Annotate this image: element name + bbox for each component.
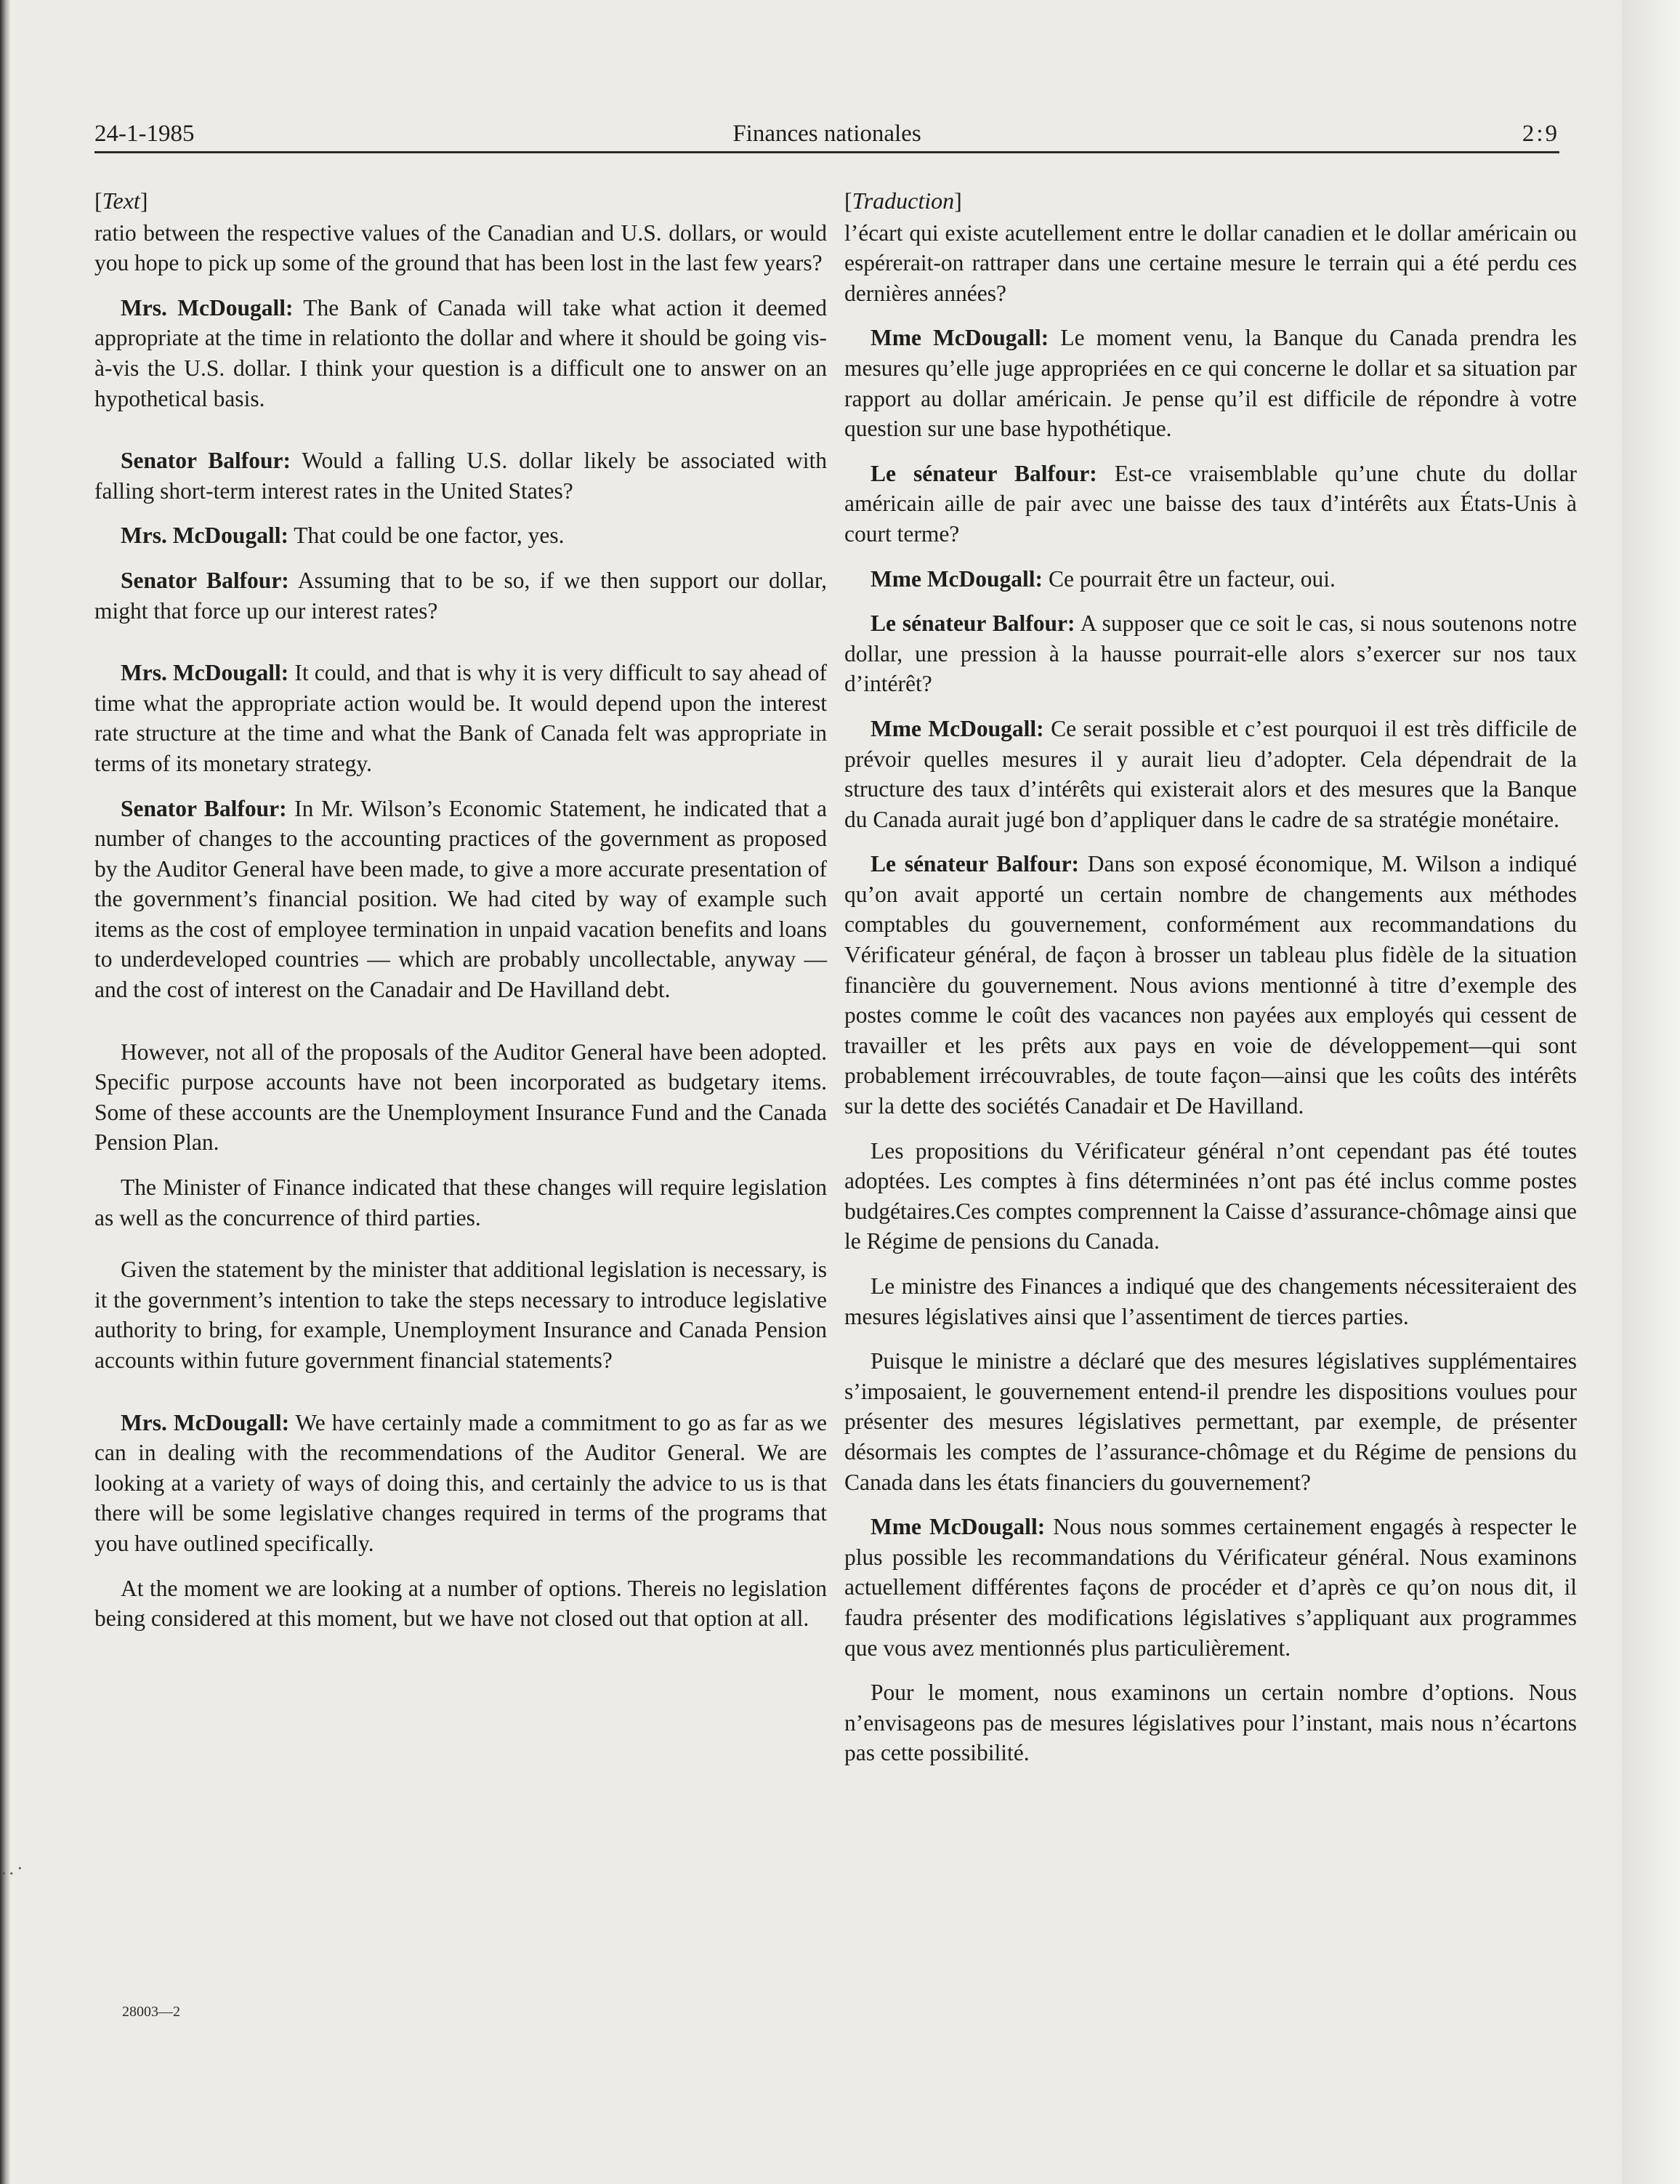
paragraph-text: We have certainly made a commitment to go as far as we can in dealing with the recommendations of the Auditor General. We are looking at a variety of ways of doing this, and certainly the advice to us is that there will be some legislative changes required in terms of the programs that you have outlined specifically. — [94, 1409, 827, 1556]
paragraph — [94, 293, 827, 414]
paragraph — [844, 714, 1577, 834]
paragraph-text: The Bank of Canada will take what action it deemed appropriate at the time in relationto the dollar and where it should be going vis-à-vis the U.S. dollar. I think your question is a difficult one to answer on an hypothetical basis. — [94, 294, 827, 411]
header-title: Finances nationales — [732, 121, 921, 147]
paragraph-text: Le ministre des Finances a indiqué que des changements nécessiteraient des mesures législatives ainsi que l’assentiment de tierces parties. — [844, 1273, 1577, 1329]
paragraph — [844, 849, 1577, 1121]
speaker-name: Mme McDougall: — [871, 715, 1044, 741]
paragraph — [94, 218, 827, 278]
speaker-name: Senator Balfour: — [121, 448, 291, 474]
paragraph — [94, 1037, 827, 1158]
paragraph — [94, 565, 827, 626]
paragraph — [94, 1573, 827, 1634]
speaker-name: Mme McDougall: — [871, 565, 1043, 592]
paragraph — [844, 564, 1577, 595]
scan-binding-shadow — [0, 0, 10, 2184]
paragraph — [844, 323, 1577, 443]
paragraph — [94, 1408, 827, 1559]
margin-stray-mark: ..· — [1, 1858, 26, 1879]
paragraph — [94, 658, 827, 778]
paragraph — [844, 1136, 1577, 1257]
paragraph-text: Dans son exposé économique, M. Wilson a indiqué qu’on avait apporté un certain nombre de changements aux méthodes comptables du gouvernement, conformément aux recommandations du Vérificateur général, de façon à brosser un tableau plus fidèle de la situation financière du gouvernement. Nous avions mentionné à titre d’exemple des postes comme le coût des vacances non payées aux employés qui cessent de travailler et les prêts aux pays en voie de développement—qui sont probablement irrécouvrables, de toute façon—ainsi que les coûts des intérêts sur la dette des sociétés Canadair et De Havilland. — [844, 851, 1577, 1119]
paragraph-text: Puisque le ministre a déclaré que des mesures législatives supplémentaires s’imposaient, le gouvernement entend-il prendre les dispositions voulues pour présenter des mesures législatives permettant, par exemple, de présenter désormais les comptes de l’assurance-chômage et du Régime de pensions du Canada dans les états financiers du gouvernement? — [844, 1348, 1577, 1495]
paragraph-text: Assuming that to be so, if we then support our dollar, might that force up our interest rates? — [94, 567, 827, 624]
paragraph-text: It could, and that is why it is very difficult to say ahead of time what the appropriate action would be. It would depend upon the interest rate structure at the time and what the Bank of Canada felt was appropriate in terms of its monetary strategy. — [94, 660, 827, 776]
paragraph-text: Les propositions du Vérificateur général n’ont cependant pas été toutes adoptées. Les comptes à fins déterminées n’ont pas été inclus comme postes budgétaires.Ces comptes comprennent la Caisse d’assurance-chômage ainsi que le Régime de pensions du Canada. — [844, 1137, 1577, 1254]
speaker-name: Le sénateur Balfour: — [871, 611, 1075, 637]
footer-reference: 28003—2 — [122, 2004, 180, 2020]
speaker-name: Mrs. McDougall: — [121, 660, 289, 686]
paragraph — [94, 1254, 827, 1375]
paragraph-text: The Minister of Finance indicated that these changes will require legislation as well as the concurrence of third parties. — [94, 1174, 827, 1230]
paragraph — [844, 1512, 1577, 1663]
paragraph — [94, 520, 827, 551]
speaker-name: Senator Balfour: — [121, 795, 287, 821]
paragraph-text: Given the statement by the minister that additional legislation is necessary, is it the government’s intention to take the steps necessary to introduce legislative authority to bring, for example, Unemployment Insurance and Canada Pension accounts within future government financial statements? — [94, 1257, 827, 1373]
speaker-name: Senator Balfour: — [121, 567, 289, 593]
paragraph — [94, 446, 827, 506]
paragraph-text: Est-ce vraisemblable qu’une chute du dollar américain aille de pair avec une baisse des taux d’intérêts aux États-Unis à court terme? — [844, 460, 1577, 547]
paragraph-text: Ce serait possible et c’est pourquoi il est très difficile de prévoir quelles mesures il y aurait lieu d’adopter. Cela dépendrait de la structure des taux d’intérêts qui existerait alors et des mesures que la Banque du Canada aurait jugé bon d’appliquer dans le cadre de sa stratégie monétaire. — [844, 715, 1577, 832]
paragraph — [94, 794, 827, 1005]
header-page-number: 2:9 — [1522, 121, 1559, 147]
paragraph-text: l’écart qui existe acutellement entre le dollar canadien et le dollar américain ou espérerait-on rattraper dans une certaine mesure le terrain qui a été perdu ces dernières années? — [844, 219, 1577, 306]
paragraph-text: Ce pourrait être un facteur, oui. — [1043, 565, 1336, 592]
paragraph-text: A supposer que ce soit le cas, si nous soutenons notre dollar, une pression à la hausse pourrait-elle alors s’exercer sur nos taux d’intérêt? — [844, 611, 1577, 697]
paragraph-text: At the moment we are looking at a number of options. Thereis no legislation being considered at this moment, but we have not closed out that option at all. — [94, 1575, 827, 1632]
paragraph-text: However, not all of the proposals of the Auditor General have been adopted. Specific purpose accounts have not been incorporated as budgetary items. Some of these accounts are the Unemployment Insurance Fund and the Canada Pension Plan. — [94, 1039, 827, 1156]
speaker-name: Mrs. McDougall: — [121, 523, 288, 549]
paragraph — [844, 1346, 1577, 1497]
english-column — [94, 186, 827, 1648]
french-column — [844, 186, 1577, 1783]
paragraph-text: Pour le moment, nous examinons un certain nombre d’options. Nous n’envisageons pas de mesures législatives pour l’instant, mais nous n’écartons pas cette possibilité. — [844, 1680, 1577, 1766]
paragraph — [844, 608, 1577, 699]
speaker-name: Mme McDougall: — [871, 1514, 1046, 1540]
paragraph-text: That could be one factor, yes. — [288, 523, 565, 549]
paragraph — [844, 459, 1577, 549]
paragraph-text: Nous nous sommes certainement engagés à respecter le plus possible les recommandations du Vérificateur général. Nous examinons actuellement différentes façons de procéder et d’après ce qu’on nous dit, il faudra présenter des modifications législatives s’appliquant aux programmes que vous avez mentionnés plus particulièrement. — [844, 1514, 1577, 1661]
paragraph-text: Would a falling U.S. dollar likely be associated with falling short-term interest rates in the United States? — [94, 448, 827, 504]
paragraph — [844, 218, 1577, 309]
paragraph-text: ratio between the respective values of the Canadian and U.S. dollars, or would you hope to pick up some of the ground that has been lost in the last few years? — [94, 219, 827, 276]
speaker-name: Le sénateur Balfour: — [871, 460, 1097, 486]
speaker-name: Mme McDougall: — [871, 325, 1049, 351]
speaker-name: Mrs. McDougall: — [121, 1409, 290, 1435]
paragraph — [844, 1677, 1577, 1768]
running-header — [94, 116, 1559, 153]
paragraph — [844, 1271, 1577, 1331]
scan-right-margin — [1622, 0, 1680, 2184]
paragraph-text: In Mr. Wilson’s Economic Statement, he indicated that a number of changes to the accounting practices of the government as proposed by the Auditor General have been made, to give a more accurate presentation of the government’s financial position. We had cited by way of example such items as the cost of employee termination in unpaid vacation benefits and loans to underdeveloped countries — which are probably uncollectable, anyway — and the cost of interest on the Canadair and De Havilland debt. — [94, 795, 827, 1003]
text-marker: [Text] — [94, 188, 148, 214]
speaker-name: Mrs. McDougall: — [121, 294, 294, 321]
document-page — [94, 116, 1577, 2137]
paragraph-text: Le moment venu, la Banque du Canada prendra les mesures qu’elle juge appropriées en ce qui concerne le dollar et sa situation par rapport au dollar américain. Je pense qu’il est difficile de répondre à votre question sur une base hypothétique. — [844, 325, 1577, 442]
speaker-name: Le sénateur Balfour: — [871, 851, 1080, 877]
header-date: 24-1-1985 — [94, 121, 195, 147]
translation-marker: [Traduction] — [844, 188, 962, 214]
paragraph — [94, 1172, 827, 1233]
